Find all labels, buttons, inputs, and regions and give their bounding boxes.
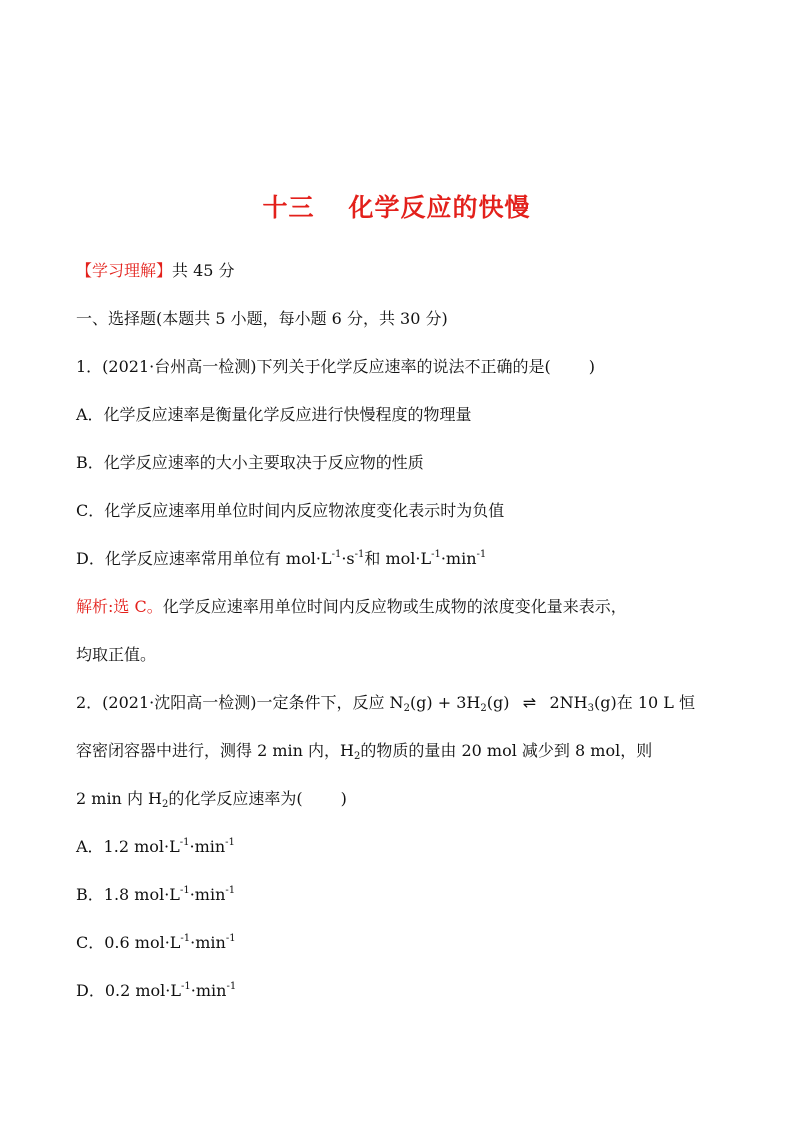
question-1-stem: 1．(2021·台州高一检测)下列关于化学反应速率的说法不正确的是( )	[76, 357, 595, 376]
question-1-option-c: C．化学反应速率用单位时间内反应物浓度变化表示时为负值	[76, 501, 505, 520]
equilibrium-arrow-icon: ⇌	[522, 693, 537, 712]
section-label: 【学习理解】	[76, 261, 173, 280]
question-2-stem-line1: 2．(2021·沈阳高一检测)一定条件下，反应 $N_2(g) + 3H_2(g)$ ⇌ $2NH_3(g)$在 10 L 恒	[76, 693, 695, 714]
title-text: 化学反应的快慢	[348, 193, 531, 222]
section-total: 共 45 分	[172, 261, 235, 280]
question-1-analysis-cont: 均取正值。	[76, 645, 157, 664]
analysis-label: 解析:选 C。	[76, 597, 163, 616]
page-title	[0, 188, 793, 224]
question-2-option-a: A．1.2 $mol\cdot L^{-1}\cdot\min^{-1}$	[76, 837, 235, 856]
question-2-stem-line3: 2 min 内 $H_2$的化学反应速率为( )	[76, 789, 347, 810]
part-heading: 一、选择题(本题共 5 小题，每小题 6 分，共 30 分)	[76, 309, 448, 328]
question-1-option-a: A．化学反应速率是衡量化学反应进行快慢程度的物理量	[76, 405, 472, 424]
title-number: 十三	[262, 193, 315, 222]
section-header	[76, 260, 235, 282]
question-2-option-b: B．1.8 $mol\cdot L^{-1}\cdot\min^{-1}$	[76, 885, 236, 904]
question-1-option-d: D．化学反应速率常用单位有 $mol\cdot L^{-1}\cdot s^{-1}$和 $mol\cdot L^{-1}\cdot\min^{-1}$	[76, 549, 487, 568]
question-1-analysis: 解析:选 C。化学反应速率用单位时间内反应物或生成物的浓度变化量来表示，	[76, 597, 627, 616]
question-2-option-d: D．0.2 $mol\cdot L^{-1}\cdot\min^{-1}$	[76, 981, 237, 1000]
question-1-option-b: B．化学反应速率的大小主要取决于反应物的性质	[76, 453, 424, 472]
question-2-option-c: C．0.6 $mol\cdot L^{-1}\cdot\min^{-1}$	[76, 933, 236, 952]
question-2-stem-line2: 容密闭容器中进行，测得 2 min 内，$H_2$的物质的量由 20 mol 减少到 8 mol，则	[76, 741, 653, 762]
